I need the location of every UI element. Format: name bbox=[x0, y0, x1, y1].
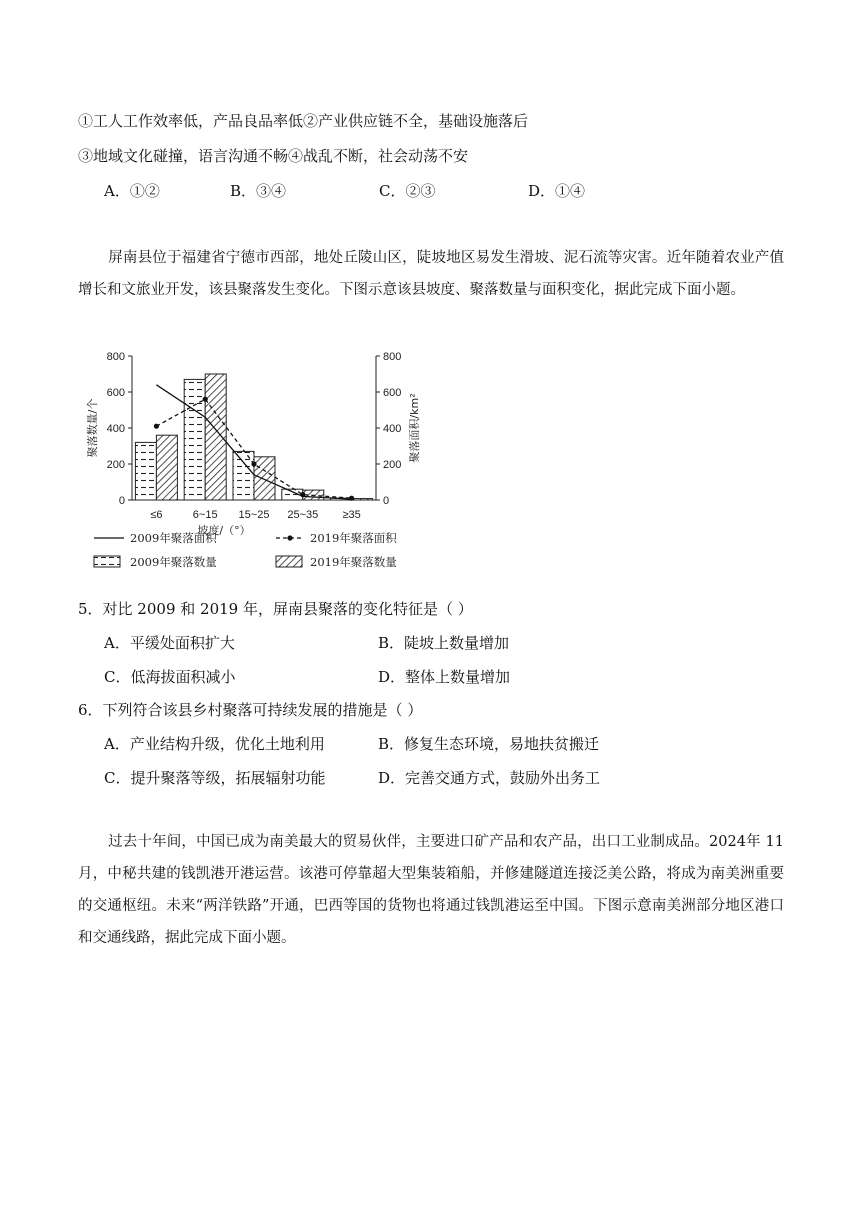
legend-swatch-2009-count bbox=[94, 556, 120, 567]
passage-1 bbox=[78, 242, 784, 306]
point-2019-area bbox=[251, 461, 256, 466]
q6-option-a[interactable]: A．产业结构升级，优化土地利用 bbox=[104, 735, 325, 753]
bar-2019 bbox=[205, 374, 226, 500]
y-tick-label-right: 200 bbox=[383, 459, 402, 471]
point-2019-area bbox=[300, 492, 305, 497]
point-2019-area bbox=[154, 424, 159, 429]
y-axis-label-right: 聚落面积/km² bbox=[408, 393, 421, 463]
q4-statement-line2: ③地域文化碰撞，语言沟通不畅④战乱不断，社会动荡不安 bbox=[78, 147, 469, 165]
passage-2-text: 过去十年间，中国已成为南美最大的贸易伙伴，主要进口矿产品和农产品，出口工业制成品。2024年 11 月，中秘共建的钱凯港开港运营。该港可停靠超大型集装箱船，并修建隧道连接泛美公路，将成为南美洲重要的交通枢纽。未来“两洋铁路”开通，巴西等国的货物也将通过钱凯港运至中国。下图示意南美洲部分地区港口和交通线路，据此完成下面小题。 bbox=[78, 834, 784, 946]
x-tick-label: ≥35 bbox=[342, 509, 361, 521]
legend-label-2009-count: 2009年聚落数量 bbox=[130, 555, 217, 569]
slope-settlement-chart bbox=[84, 344, 424, 582]
y-tick-label-right: 600 bbox=[383, 387, 402, 399]
q6-option-d[interactable]: D．完善交通方式，鼓励外出务工 bbox=[378, 769, 601, 787]
y-tick-label-left: 0 bbox=[118, 495, 125, 507]
y-tick-label-right: 800 bbox=[383, 351, 402, 363]
legend-dot-2019-area bbox=[287, 535, 292, 540]
passage-1-text: 屏南县位于福建省宁德市西部，地处丘陵山区，陡坡地区易发生滑坡、泥石流等灾害。近年随着农业产值增长和文旅业开发，该县聚落发生变化。下图示意该县坡度、聚落数量与面积变化，据此完成下面小题。 bbox=[78, 250, 784, 298]
q6-option-b[interactable]: B．修复生态环境，易地扶贫搬迁 bbox=[378, 735, 600, 753]
q5-option-a[interactable]: A．平缓处面积扩大 bbox=[104, 634, 235, 652]
y-axis-label-left: 聚落数量/个 bbox=[86, 398, 99, 458]
bar-2009 bbox=[233, 451, 254, 500]
y-tick-label-left: 200 bbox=[106, 459, 125, 471]
x-axis-label: 坡度/（°） bbox=[197, 524, 251, 537]
point-2019-area bbox=[349, 496, 354, 501]
bar-2009 bbox=[135, 442, 156, 500]
legend-label-2019-count: 2019年聚落数量 bbox=[310, 555, 397, 569]
x-tick-label: ≤6 bbox=[150, 509, 163, 521]
y-tick-label-left: 400 bbox=[106, 423, 125, 435]
q6-stem: 6．下列符合该县乡村聚落可持续发展的措施是（ ） bbox=[78, 701, 423, 719]
legend-swatch-2019-count bbox=[276, 556, 302, 567]
q5-option-b[interactable]: B．陡坡上数量增加 bbox=[378, 634, 510, 652]
bar-2019 bbox=[254, 457, 275, 500]
y-tick-label-left: 600 bbox=[106, 387, 125, 399]
q4-option-b[interactable]: B．③④ bbox=[230, 182, 287, 200]
q4-option-c[interactable]: C．②③ bbox=[379, 182, 436, 200]
x-tick-label: 15~25 bbox=[238, 509, 270, 521]
point-2019-area bbox=[203, 397, 208, 402]
q6-option-c[interactable]: C．提升聚落等级，拓展辐射功能 bbox=[104, 769, 326, 787]
x-tick-label: 25~35 bbox=[287, 509, 319, 521]
chart-bars bbox=[135, 374, 372, 500]
q5-option-c[interactable]: C．低海拔面积减小 bbox=[104, 668, 236, 686]
q4-statement-line1: ①工人工作效率低，产品良品率低②产业供应链不全，基础设施落后 bbox=[78, 112, 529, 130]
y-tick-label-right: 400 bbox=[383, 423, 402, 435]
legend-label-2009-area: 2009年聚落面积 bbox=[130, 531, 217, 545]
x-tick-label: 6~15 bbox=[192, 509, 218, 521]
bar-2019 bbox=[156, 435, 177, 500]
q4-option-a[interactable]: A．①② bbox=[104, 182, 160, 200]
y-tick-label-right: 0 bbox=[383, 495, 390, 507]
passage-2 bbox=[78, 826, 784, 954]
q5-stem: 5．对比 2009 和 2019 年，屏南县聚落的变化特征是（ ） bbox=[78, 600, 473, 618]
q5-option-d[interactable]: D．整体上数量增加 bbox=[378, 668, 511, 686]
q4-option-d[interactable]: D．①④ bbox=[528, 182, 586, 200]
legend-label-2019-area: 2019年聚落面积 bbox=[310, 531, 397, 545]
bar-2009 bbox=[184, 379, 205, 500]
bar-2019 bbox=[352, 499, 373, 500]
y-tick-label-left: 800 bbox=[106, 351, 125, 363]
